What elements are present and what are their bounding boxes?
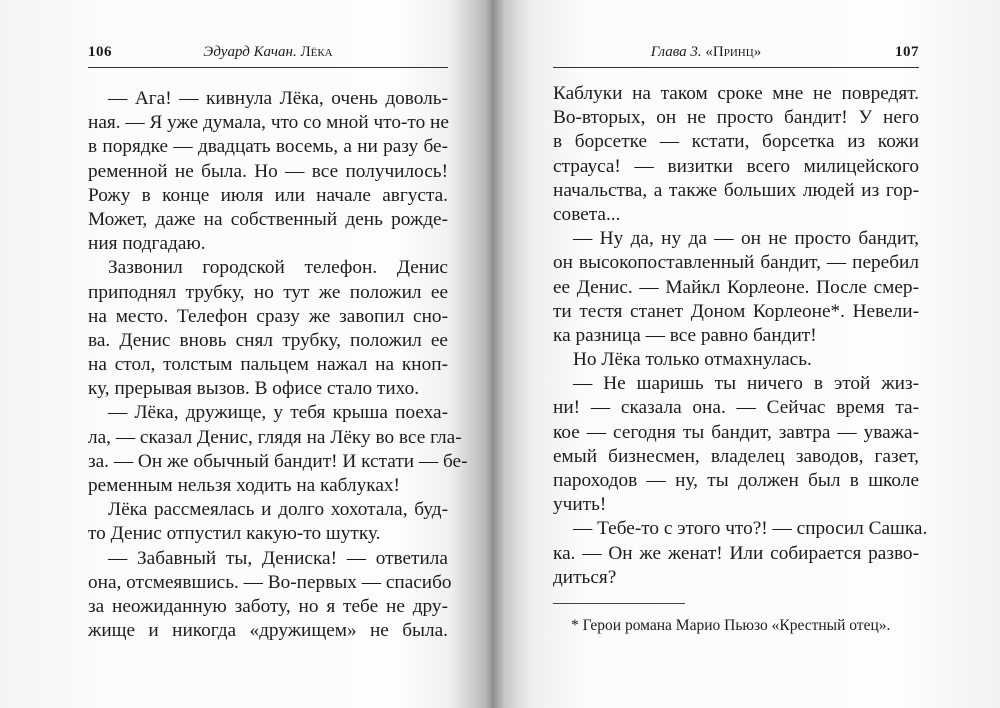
- left-page: [88, 0, 468, 708]
- body-text: [553, 82, 928, 590]
- text-line: ее Денис. — Майкл Корлеоне. После смер-: [553, 276, 919, 298]
- text-line: начальства, а также больших людей из гор-: [553, 179, 919, 201]
- text-line: совета...: [553, 203, 621, 225]
- text-line: пароходов — ну, ты должен был в школе: [553, 470, 919, 491]
- text-line: в борсетке — кстати, борсетка из кожи: [553, 131, 919, 153]
- text-line: ти тестя станет Доном Корлеоне*. Невели-: [553, 300, 919, 322]
- text-line: жище и никогда «дружищем» не была.: [88, 620, 448, 642]
- chapter-title: «Принц»: [705, 44, 762, 60]
- text-line: страуса! — визитки всего милицейского: [553, 155, 919, 177]
- text-line: в порядке — двадцать восемь, а ни разу бе-: [88, 136, 448, 158]
- text-line: он высокопоставленный бандит, — перебил: [553, 252, 919, 274]
- text-line: учить!: [553, 494, 607, 516]
- text-line: ку, прерывая вызов. В офисе стало тихо.: [88, 378, 420, 400]
- text-line: ния подгадаю.: [88, 233, 206, 255]
- text-line: ременной не была. Но — все получилось!: [88, 160, 448, 182]
- text-line: ка разница — все равно бандит!: [553, 324, 817, 346]
- text-line: ременным нельзя ходить на каблуках!: [88, 475, 400, 496]
- author-name: Эдуард Качан.: [203, 44, 297, 60]
- header-rule: [553, 67, 919, 68]
- text-line: ка. — Он же женат! Или собирается разво-: [553, 542, 919, 564]
- text-line: — Не шаришь ты ничего в этой жиз-: [573, 373, 919, 395]
- text-line: — Лёка, дружище, у тебя крыша поеха-: [108, 402, 448, 424]
- text-line: Рожу в конце июля или начале августа.: [88, 184, 448, 206]
- text-line: емый бизнесмен, владелец заводов, газет,: [553, 445, 919, 467]
- running-header: [553, 44, 919, 66]
- text-line: то Денис отпустил какую-то шутку.: [88, 523, 381, 545]
- footnote: * Герои романа Марио Пьюзо «Крестный отец».: [571, 617, 891, 634]
- text-line: за неожиданную заботу, но я тебе не дру-: [88, 595, 448, 617]
- page-number: 106: [88, 44, 112, 60]
- text-line: ва. Денис вновь снял трубку, положил ее: [88, 329, 448, 351]
- text-line: ла, — сказал Денис, глядя на Лёку во все гла-: [88, 426, 462, 448]
- text-line: диться?: [553, 566, 617, 588]
- text-line: Может, даже на собственный день рожде-: [88, 208, 448, 230]
- text-line: — Ага! — кивнула Лёка, очень доволь-: [108, 88, 448, 109]
- running-header: [88, 44, 448, 66]
- book-title: Лёка: [300, 44, 333, 60]
- footnote-rule: [553, 603, 685, 604]
- right-page: [553, 0, 928, 708]
- text-line: Во-вторых, он не просто бандит! У него: [553, 107, 919, 129]
- text-line: за. — Он же обычный бандит! И кстати — бе-: [88, 450, 468, 472]
- text-line: — Тебе-то с этого что?! — спросил Сашка.: [573, 518, 928, 540]
- page-number: 107: [895, 44, 919, 60]
- text-line: — Ну да, ну да — он не просто бандит,: [573, 228, 919, 250]
- chapter-label: Глава 3.: [650, 44, 702, 60]
- text-line: кое — сегодня ты бандит, завтра — уважа-: [553, 421, 919, 443]
- text-line: Лёка рассмеялась и долго хохотала, буд-: [108, 499, 448, 521]
- text-line: ная. — Я уже думала, что со мной что-то не: [88, 112, 449, 134]
- running-head: [553, 44, 859, 61]
- text-line: — Забавный ты, Дениска! — ответила: [108, 547, 448, 569]
- body-text: [88, 87, 468, 643]
- text-line: Каблуки на таком сроке мне не повредят.: [553, 83, 919, 104]
- text-line: приподнял трубку, но тут же положил ее: [88, 281, 448, 303]
- text-line: она, отсмеявшись. — Во-первых — спасибо: [88, 571, 452, 593]
- text-line: на место. Телефон сразу же завопил сно-: [88, 305, 448, 327]
- header-rule: [88, 67, 448, 68]
- text-line: ни! — сказала она. — Сейчас время та-: [553, 397, 919, 419]
- text-line: Но Лёка только отмахнулась.: [573, 349, 812, 371]
- text-line: на стол, толстым пальцем нажал на кноп-: [88, 354, 448, 376]
- text-line: Зазвонил городской телефон. Денис: [108, 257, 448, 279]
- running-head: [88, 44, 448, 61]
